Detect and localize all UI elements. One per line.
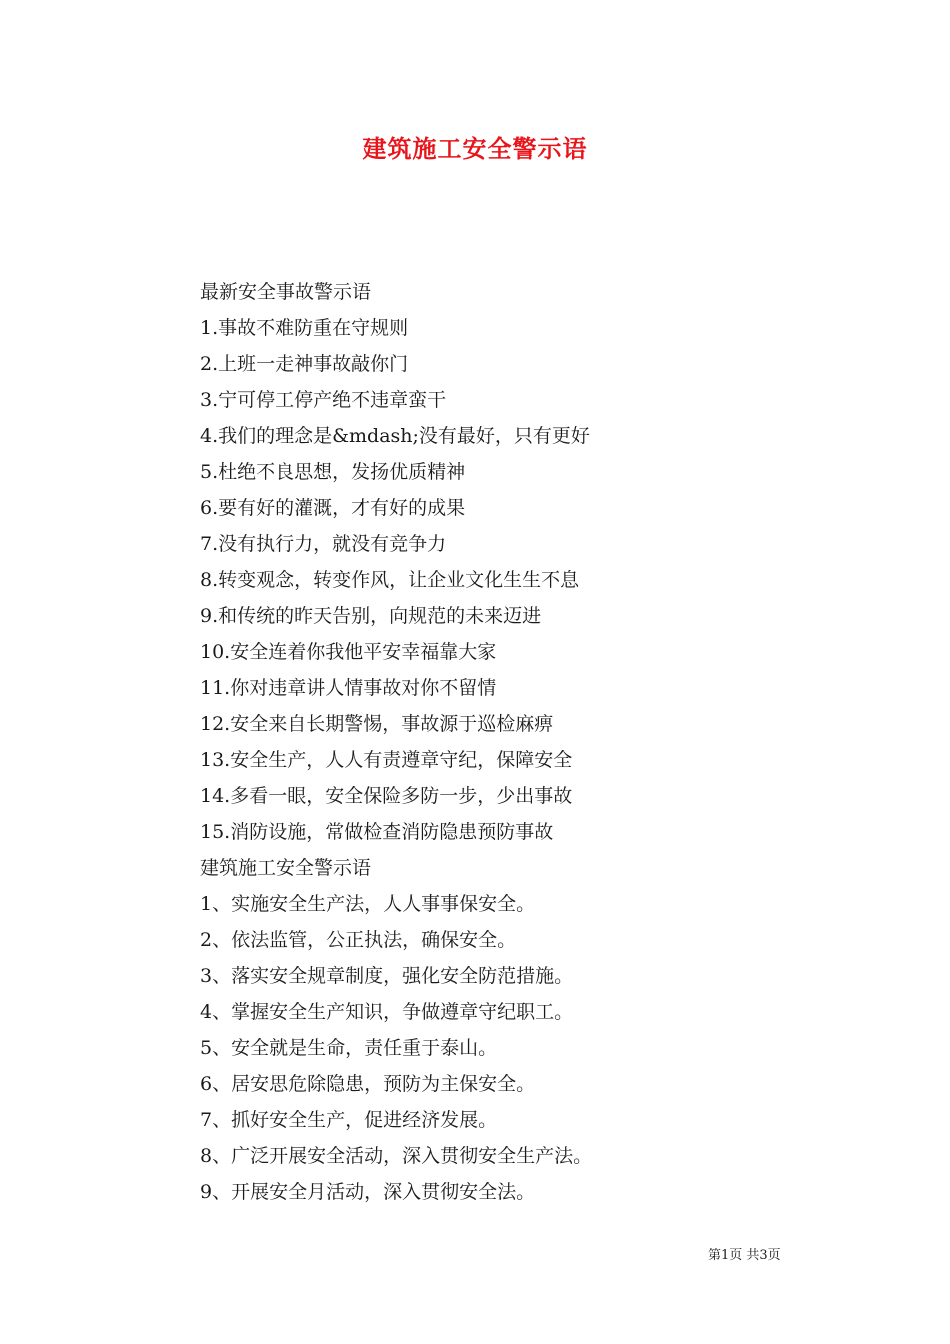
body-line: 3.宁可停工停产绝不违章蛮干 xyxy=(200,389,447,411)
body-line: 14.多看一眼，安全保险多防一步，少出事故 xyxy=(200,785,573,807)
body-line: 8、广泛开展安全活动，深入贯彻安全生产法。 xyxy=(200,1145,593,1167)
body-line: 12.安全来自长期警惕，事故源于巡检麻痹 xyxy=(200,713,554,735)
body-line: 4、掌握安全生产知识，争做遵章守纪职工。 xyxy=(200,1001,574,1023)
body-line: 2、依法监管，公正执法，确保安全。 xyxy=(200,929,517,951)
body-line: 15.消防设施，常做检查消防隐患预防事故 xyxy=(200,821,554,843)
body-line: 6、居安思危除隐患，预防为主保安全。 xyxy=(200,1073,536,1095)
body-line: 7、抓好安全生产，促进经济发展。 xyxy=(200,1109,498,1131)
body-line: 7.没有执行力，就没有竞争力 xyxy=(200,533,447,555)
document-body xyxy=(200,274,840,1210)
body-line: 5.杜绝不良思想，发扬优质精神 xyxy=(200,461,466,483)
body-line: 2.上班一走神事故敲你门 xyxy=(200,353,409,375)
body-line: 1.事故不难防重在守规则 xyxy=(200,317,409,339)
body-line: 9、开展安全月活动，深入贯彻安全法。 xyxy=(200,1181,536,1203)
body-line: 10.安全连着你我他平安幸福靠大家 xyxy=(200,641,497,663)
body-line: 8.转变观念，转变作风，让企业文化生生不息 xyxy=(200,569,580,591)
body-line: 11.你对违章讲人情事故对你不留情 xyxy=(200,677,497,699)
body-line: 最新安全事故警示语 xyxy=(200,281,372,303)
body-line: 4.我们的理念是&mdash;没有最好，只有更好 xyxy=(200,425,590,447)
body-line: 5、安全就是生命，责任重于泰山。 xyxy=(200,1037,498,1059)
body-line: 3、落实安全规章制度，强化安全防范措施。 xyxy=(200,965,574,987)
body-line: 1、实施安全生产法，人人事事保安全。 xyxy=(200,893,536,915)
document-title: 建筑施工安全警示语 xyxy=(362,134,588,163)
body-line: 6.要有好的灌溉，才有好的成果 xyxy=(200,497,466,519)
body-line: 建筑施工安全警示语 xyxy=(200,857,372,879)
body-line: 9.和传统的昨天告别，向规范的未来迈进 xyxy=(200,605,542,627)
page-number-footer: 第1页 共3页 xyxy=(708,1248,781,1263)
body-line: 13.安全生产，人人有责遵章守纪，保障安全 xyxy=(200,749,573,771)
